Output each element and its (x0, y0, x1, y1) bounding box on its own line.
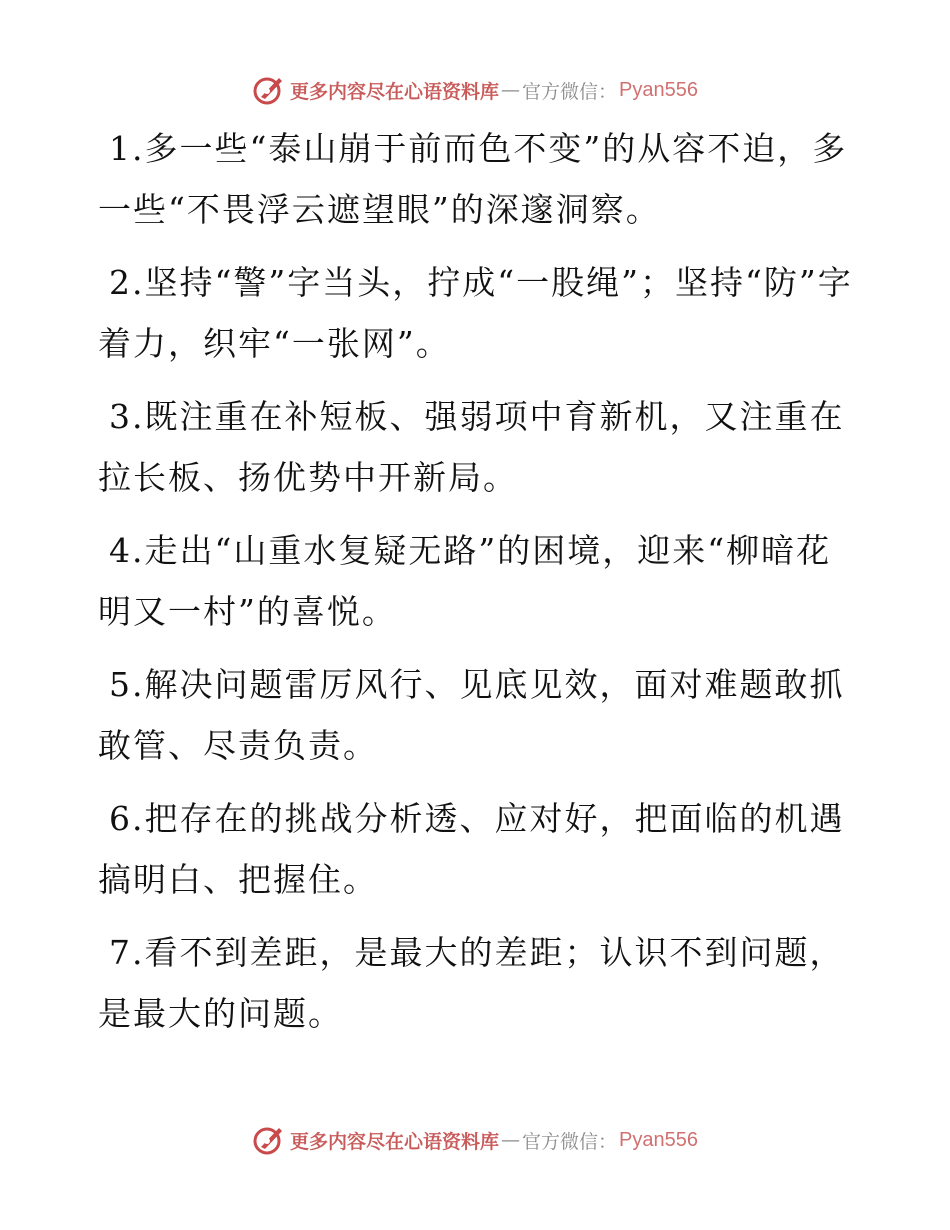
header-watermark (0, 70, 950, 110)
quill-logo-icon (252, 1123, 286, 1157)
document-body (98, 118, 858, 1056)
list-item: 3.既注重在补短板、强弱项中育新机，又注重在拉长板、扬优势中开新局。 (98, 397, 845, 497)
footer-wechat-label: 官方微信： (522, 1130, 618, 1153)
list-item: 6.把存在的挑战分析透、应对好，把面临的机遇搞明白、把握住。 (98, 799, 845, 899)
header-dash: — (501, 79, 521, 101)
header-wechat-label: 官方微信： (522, 80, 618, 103)
list-item: 4.走出“山重水复疑无路”的困境，迎来“柳暗花明又一村”的喜悦。 (98, 531, 832, 631)
footer-brand-text: 更多内容尽在心语资料库 (290, 1130, 500, 1153)
footer-wechat-id: Pyan556 (619, 1128, 698, 1151)
footer-watermark (0, 1120, 950, 1160)
footer-dash: — (501, 1129, 521, 1151)
header-wechat-id: Pyan556 (619, 78, 698, 101)
list-item: 5.解决问题雷厉风行、见底见效，面对难题敢抓敢管、尽责负责。 (98, 665, 845, 765)
header-brand-text: 更多内容尽在心语资料库 (290, 80, 500, 103)
list-item: 7.看不到差距，是最大的差距；认识不到问题，是最大的问题。 (98, 933, 845, 1033)
list-item: 2.坚持“警”字当头，拧成“一股绳”；坚持“防”字着力，织牢“一张网”。 (98, 263, 853, 363)
quill-logo-icon (252, 73, 286, 107)
list-item: 1.多一些“泰山崩于前而色不变”的从容不迫，多一些“不畏浮云遮望眼”的深邃洞察。 (98, 129, 848, 229)
